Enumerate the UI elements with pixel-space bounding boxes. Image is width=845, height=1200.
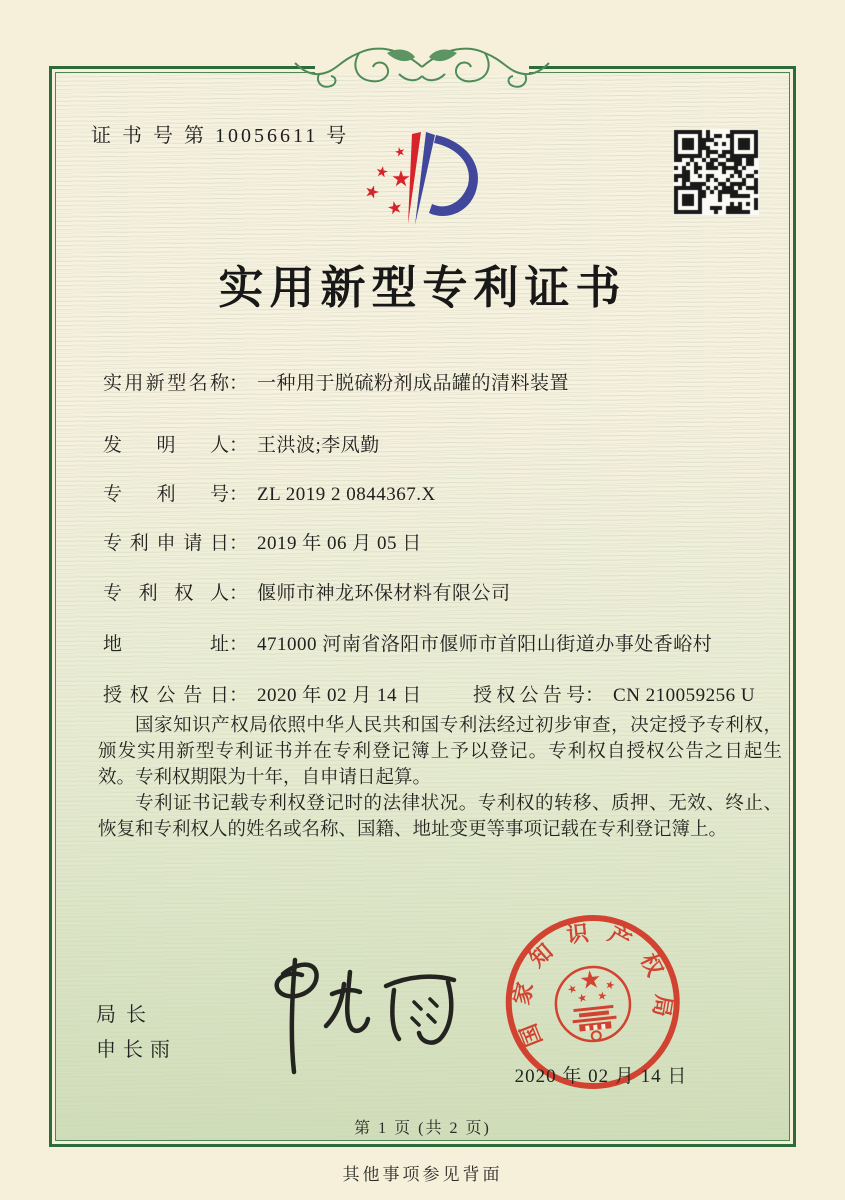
field-label: 发明人 — [103, 435, 229, 456]
field-label: 专利申请日 — [103, 533, 229, 554]
field-value: 471000 河南省洛阳市偃师市首阳山街道办事处香峪村 — [257, 634, 713, 655]
commissioner-name: 申长雨 — [96, 1039, 177, 1061]
colon: ： — [229, 533, 249, 554]
field-value: 王洪波;李凤勤 — [257, 435, 380, 456]
field-row-address — [103, 629, 769, 656]
colon: ： — [229, 484, 249, 505]
certificate-title: 实用新型专利证书 — [218, 263, 627, 313]
colon: ： — [585, 685, 605, 706]
national-emblem-icon — [552, 963, 633, 1044]
field-row-invention-name — [103, 368, 769, 395]
legal-text — [98, 713, 782, 843]
field-row-inventor — [103, 430, 769, 457]
field-row-filing-date — [103, 528, 769, 555]
field-value: ZL 2019 2 0844367.X — [257, 484, 436, 505]
border-flourish-ornament-icon — [287, 40, 557, 97]
field-label: 地址 — [103, 634, 229, 655]
field-value: 2020 年 02 月 14 日 — [257, 685, 422, 706]
field-label: 实用新型名称 — [103, 373, 229, 394]
cnipa-logo-icon — [360, 125, 495, 235]
commissioner-signature — [228, 946, 478, 1081]
field-value: 偃师市神龙环保材料有限公司 — [257, 583, 511, 604]
qr-code — [673, 129, 759, 215]
colon: ： — [229, 583, 249, 604]
commissioner-title: 局长 — [96, 1004, 156, 1026]
field-label: 专利权人 — [103, 583, 229, 604]
field-row-patentee — [103, 578, 769, 605]
legal-paragraph-2: 专利证书记载专利权登记时的法律状况。专利权的转移、质押、无效、终止、恢复和专利权人的姓名或名称、国籍、地址变更等事项记载在专利登记簿上。 — [98, 794, 782, 840]
legal-paragraph-1: 国家知识产权局依照中华人民共和国专利法经过初步审查，决定授予专利权，颁发实用新型专利证书并在专利登记簿上予以登记。专利权自授权公告之日起生效。专利权期限为十年，自申请日起算。 — [98, 716, 782, 788]
field-label: 授权公告日 — [103, 685, 229, 706]
colon: ： — [229, 373, 249, 394]
field-label: 授权公告号 — [473, 685, 585, 706]
field-value: CN 210059256 U — [613, 685, 756, 706]
colon: ： — [229, 435, 249, 456]
back-side-note: 其他事项参见背面 — [342, 1165, 503, 1184]
colon: ： — [229, 685, 249, 706]
colon: ： — [229, 634, 249, 655]
certificate-body — [55, 72, 790, 1141]
grant-number-group — [473, 680, 755, 707]
page-number: 第 1 页 (共 2 页) — [354, 1120, 491, 1137]
certificate-border-frame — [49, 66, 796, 1147]
field-label: 专利号 — [103, 484, 229, 505]
field-value: 2019 年 06 月 05 日 — [257, 533, 422, 554]
field-value: 一种用于脱硫粉剂成品罐的清料装置 — [257, 373, 570, 394]
certificate-number: 证 书 号 第 10056611 号 — [91, 125, 350, 147]
seal-text: 国家知识产权局 — [508, 918, 677, 1051]
field-row-grant — [103, 680, 769, 707]
field-row-patent-number — [103, 479, 769, 506]
seal-date: 2020 年 02 月 14 日 — [514, 1066, 688, 1087]
